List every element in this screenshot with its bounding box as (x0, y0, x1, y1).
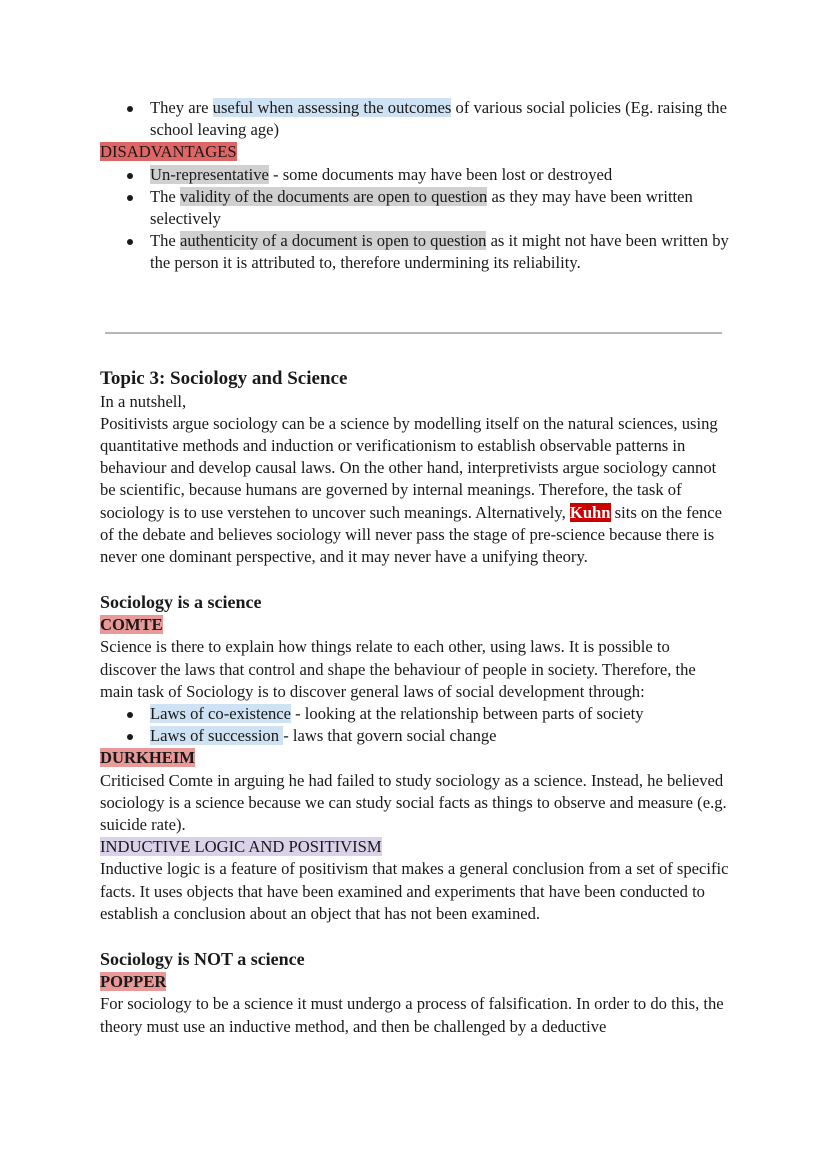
list-item (150, 703, 730, 725)
highlight: useful when assessing the outcomes (212, 98, 452, 117)
text: sits on the fence of the debate and believes sociology will never pass the stage of pre-science because there is never one dominant perspective, and it may never have a unifying theory. (100, 502, 723, 567)
text: The (150, 231, 180, 251)
comte-paragraph: Science is there to explain how things relate to each other, using laws. It is possible to discover the laws that control and shape the behaviour of people in society. Therefore, the main task of Sociology is to discover general laws of social development through: (100, 637, 696, 701)
summary-paragraph (100, 413, 730, 568)
durkheim-label: DURKHEIM (100, 748, 195, 768)
document-page (100, 97, 730, 1038)
highlight: Laws of succession (150, 726, 284, 746)
text: as it might not have been written by the person it is attributed to, therefore undermining its reliability. (150, 231, 729, 273)
highlight: Laws of co-existence (150, 704, 291, 724)
text: - looking at the relationship between parts of society (290, 704, 644, 724)
comte-label: COMTE (100, 615, 163, 635)
text: They are (150, 98, 213, 117)
popper-paragraph: For sociology to be a science it must undergo a process of falsification. In order to do this, the theory must use an inductive method, and then be challenged by a deductive (100, 994, 724, 1036)
inductive-label: INDUCTIVE LOGIC AND POSITIVISM (100, 837, 382, 857)
popper-label: POPPER (100, 972, 167, 992)
text: The (150, 186, 180, 206)
section-title: Sociology is NOT a science (100, 949, 305, 970)
highlight: validity of the documents are open to question (179, 186, 488, 206)
highlight: Un-representative (150, 164, 269, 184)
text: - some documents may have been lost or destroyed (268, 164, 613, 184)
list-item (150, 164, 730, 186)
laws-list (100, 703, 730, 747)
kuhn-highlight: Kuhn (569, 502, 611, 522)
text: of various social policies (Eg. raising the school leaving age) (150, 98, 727, 140)
disadvantages-label: DISADVANTAGES (100, 142, 237, 162)
advantages-list (100, 97, 730, 141)
topic-title: Topic 3: Sociology and Science (100, 367, 348, 389)
inductive-paragraph: Inductive logic is a feature of positivism that makes a general conclusion from a set of specific facts. It uses objects that have been examined and experiments that have been conducted to establish a conclusion about an object that has not been examined. (100, 859, 729, 923)
divider (105, 332, 722, 334)
disadvantages-list (100, 164, 730, 275)
text: Positivists argue sociology can be a science by modelling itself on the natural sciences, using quantitative methods and induction or verificationism to establish observable patterns in behaviour and develop causal laws. On the other hand, interpretivists argue sociology cannot be scientific, because humans are governed by internal meanings. Therefore, the task of sociology is to use verstehen to uncover such meanings. Alternatively, (100, 413, 718, 522)
text: as they may have been written selectively (150, 186, 693, 229)
durkheim-paragraph: Criticised Comte in arguing he had failed to study sociology as a science. Instead, he believed sociology is a science because we can study social facts as things to observe and measure (e.g. suicide rate). (100, 770, 727, 835)
highlight: authenticity of a document is open to question (179, 231, 487, 251)
list-item (150, 725, 730, 747)
section-title: Sociology is a science (100, 592, 262, 613)
list-item (150, 230, 730, 274)
text: - laws that govern social change (283, 726, 497, 746)
list-item (150, 186, 730, 230)
list-item (150, 97, 730, 141)
intro-text: In a nutshell, (100, 391, 187, 411)
